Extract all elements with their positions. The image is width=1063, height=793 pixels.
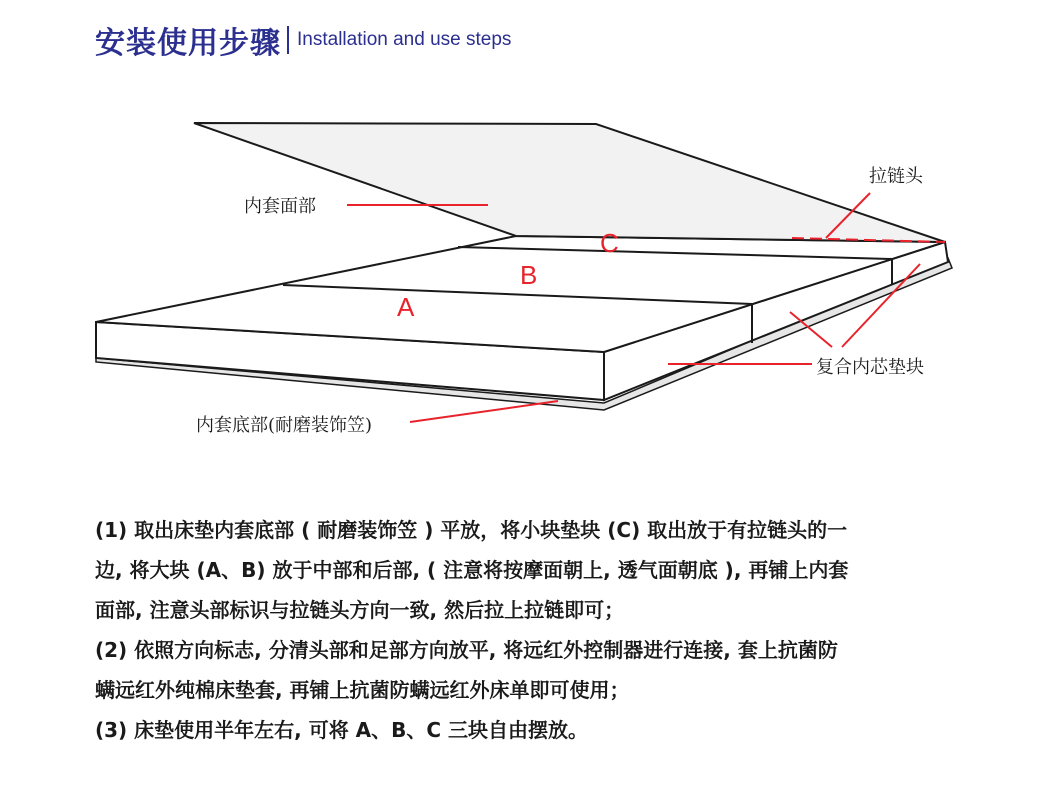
block-b-label: B: [520, 260, 538, 290]
step-2-line-2: 螨远红外纯棉床垫套, 再铺上抗菌防螨远红外床单即可使用；: [95, 678, 630, 702]
instruction-steps: [95, 510, 1015, 750]
page-title: 安装使用步骤: [95, 26, 281, 61]
step-1-line-2: 边, 将大块 (A、B) 放于中部和后部, ( 注意将按摩面朝上, 透气面朝底 ), 再铺上内套: [95, 558, 849, 582]
label-zipper-head: 拉链头: [869, 166, 923, 187]
block-c-label: C: [600, 228, 619, 258]
step-3-line-1: (3) 床垫使用半年左右, 可将 A、B、C 三块自由摆放。: [95, 718, 589, 742]
step-1-line-3: 面部, 注意头部标识与拉链头方向一致, 然后拉上拉链即可；: [95, 598, 625, 622]
bottom-cover-pointer: [410, 401, 558, 422]
label-bottom-cover: 内套底部(耐磨装饰笠): [196, 415, 373, 436]
step-2-line-1: (2) 依照方向标志, 分清头部和足部方向放平, 将远红外控制器进行连接, 套上抗菌防: [95, 638, 838, 662]
page-subtitle: Installation and use steps: [297, 29, 512, 50]
block-a-label: A: [397, 292, 415, 322]
step-1-line-1: (1) 取出床垫内套底部 ( 耐磨装饰笠 ) 平放，将小块垫块 (C) 取出放于有拉链头的一: [95, 518, 848, 542]
top-cover-flap: [194, 123, 945, 242]
label-core-blocks: 复合内芯垫块: [816, 357, 924, 378]
label-top-cover: 内套面部: [244, 196, 316, 217]
